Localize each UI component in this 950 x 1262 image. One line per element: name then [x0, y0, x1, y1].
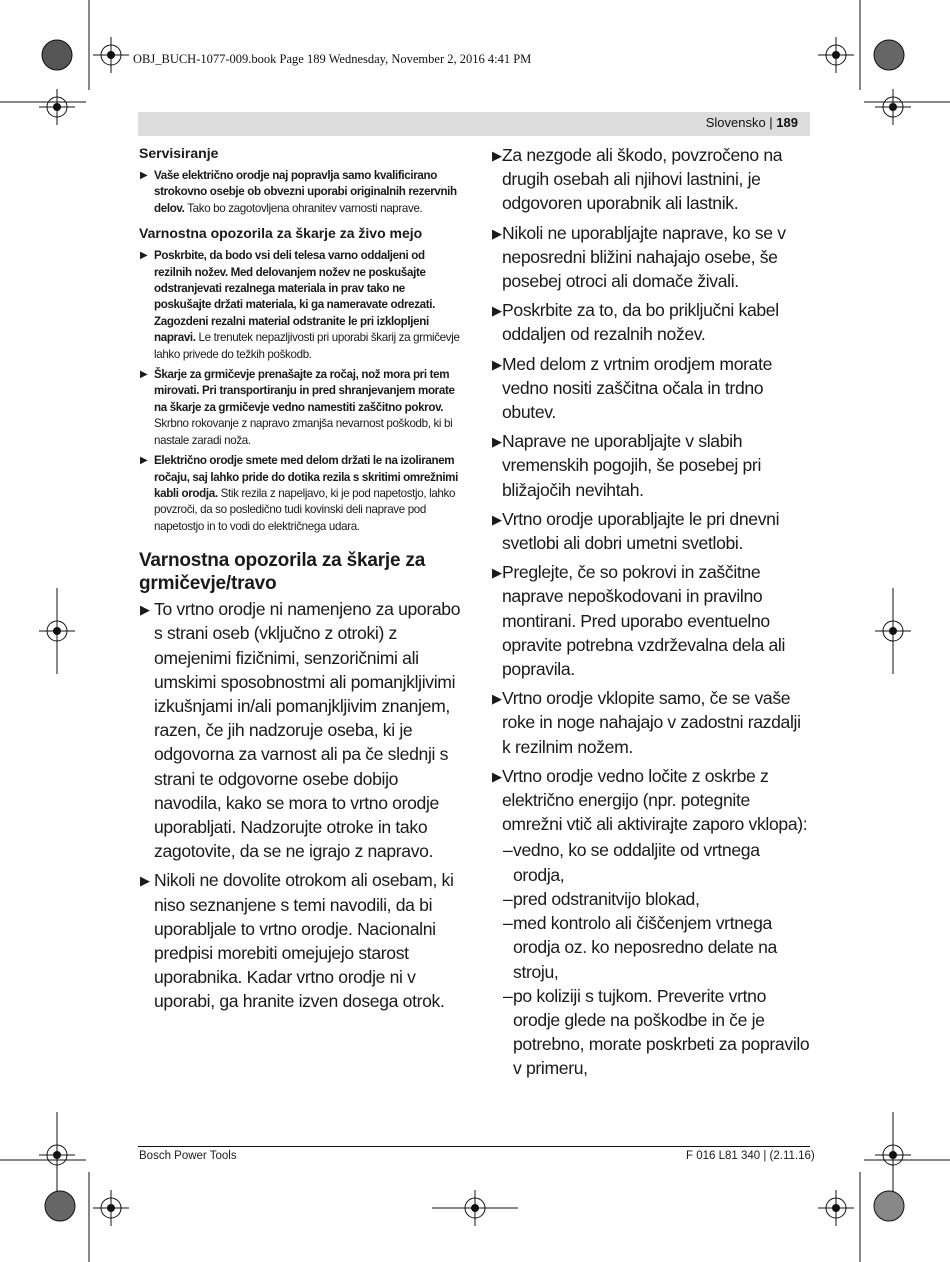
- sub-list-item: – vedno, ko se oddaljite od vrtnega orodja,: [503, 840, 760, 885]
- list-item: ▶ Poskrbite, da bodo vsi deli telesa varno oddaljeni od rezilnih nožev. Med delovanjem nožev ne poskušajte odstranjevati rezalnega materiala in prav tako ne poskušajte držati materiala, ki ga nameravate odrezati. Zagozdeni rezalni material odstranite le pri izklopljeni napravi. Le trenutek nepazljivosti pri uporabi škarij za grmičevje lahko privede do težkih poškodb.: [140, 249, 460, 361]
- list-item: ▶ Med delom z vrtnim orodjem morate vedno nositi zaščitna očala in trdno obutev.: [492, 353, 773, 423]
- book-header: OBJ_BUCH-1077-009.book Page 189 Wednesday, November 2, 2016 4:41 PM: [133, 52, 532, 66]
- bullet-arrow-icon: ▶: [140, 602, 150, 618]
- dash-icon: –: [503, 913, 513, 934]
- bullet-arrow-icon: ▶: [140, 170, 148, 181]
- sub-list: [502, 838, 813, 1080]
- list-item: ▶ Preglejte, če so pokrovi in zaščitne naprave nepoškodovani in pravilno montirani. Pred uporabo eventuelno opravite potrebna vzdrževalna dela ali popravila.: [492, 562, 786, 680]
- footer-brand: Bosch Power Tools: [139, 1150, 237, 1162]
- bullet-arrow-icon: ▶: [492, 148, 502, 163]
- bullet-arrow-icon: ▶: [492, 434, 502, 450]
- footer-code: F 016 L81 340 | (2.11.16): [686, 1150, 815, 1162]
- right-column: [491, 143, 813, 1086]
- sub-list-item: – pred odstranitvijo blokad,: [502, 887, 813, 911]
- dash-icon: –: [503, 888, 513, 909]
- list-item: ▶ Električno orodje smete med delom držati le na izoliranem ročaju, saj lahko pride do dotika rezila s skritimi omrežnimi kabli orodja. Stik rezila z napeljavo, ki je pod napetostjo, lahko povzroči, da so posledično tudi kovinski deli naprave pod napetostjo in to vodi do električnega udara.: [140, 454, 459, 533]
- bullet-arrow-icon: ▶: [492, 511, 502, 527]
- hedge-safety-title: Varnostna opozorila za škarje za živo mejo: [139, 225, 423, 242]
- bullet-arrow-icon: ▶: [492, 303, 502, 319]
- sub-list-item: – med kontrolo ali čiščenjem vrtnega orodja oz. ko neposredno delate na stroju,: [503, 913, 777, 982]
- bullet-arrow-icon: ▶: [140, 873, 150, 889]
- list-item: ▶ Nikoli ne uporabljajte naprave, ko se v neposredni bližini nahajajo osebe, še posebej otroci ali domače živali.: [492, 222, 786, 292]
- bullet-arrow-icon: ▶: [140, 250, 148, 262]
- shrub-safety-left-list: [139, 597, 464, 1013]
- dash-icon: –: [503, 840, 513, 861]
- list-item: ▶ Poskrbite za to, da bo priključni kabel oddaljen od rezalnih nožev.: [492, 300, 779, 345]
- list-item: ▶ Naprave ne uporabljajte v slabih vremenskih pogojih, še posebej pri bližajočih nevihtah.: [492, 431, 761, 500]
- bullet-arrow-icon: ▶: [140, 369, 148, 381]
- list-item: ▶ Nikoli ne dovolite otrokom ali osebam, ki niso seznanjene s temi navodili, da bi uporabljale to vrtno orodje. Nacionalni predpisi morebiti omejujejo starost uporabnika. Kadar vrtno orodje ni v uporabi, ga hranite izven dosega otrok.: [140, 870, 454, 1012]
- bullet-arrow-icon: ▶: [492, 356, 502, 372]
- list-item: ▶ Vaše električno orodje naj popravlja samo kvalificirano strokovno osebje ob obvezni uporabi originalnih rezervnih delov. Tako bo zagotovljena ohranitev varnosti naprave.: [140, 169, 457, 215]
- servicing-list: [139, 168, 464, 217]
- shrub-safety-title: Varnostna opozorila za škarje za grmičevje/travo: [139, 550, 426, 595]
- list-item: ▶ Vrtno orodje vedno ločite z oskrbe z električno energijo (npr. potegnite omrežni vtič ali aktivirajte zaporo vklopa): – vedno, ko se oddaljite od vrtnega orodja, – pred odstranitvijo blokad, – med kontrolo ali čiščenjem vrtnega orodja oz. ko neposredno delate na stroju, – po koliziji s tujkom. Preverite vrtno orodje glede na poškodbe in če je potrebno, morate poskrbeti za popravilo v primeru,: [491, 764, 813, 1081]
- servicing-title: Servisiranje: [139, 145, 219, 161]
- list-item: ▶ To vrtno orodje ni namenjeno za uporabo s strani oseb (vključno z otroki) z omejenimi fizičnimi, senzoričnimi ali umskimi sposobnostmi ali pomanjkljivimi izkušnjami in/ali pomanjkljivim znanjem, razen, če jih nadzoruje oseba, ki je odgovorna za varnost ali pa če slednji s strani te odgovorne osebe dobijo navodila, kako se mora to vrtno orodje uporabljati. Nadzorujte otroke in tako zagotovite, da se ne igrajo z napravo.: [140, 599, 461, 862]
- list-item: ▶ Za nezgode ali škodo, povzročeno na drugih osebah ali njihovi lastnini, je odgovoren uporabnik ali lastnik.: [492, 145, 783, 214]
- bullet-arrow-icon: ▶: [492, 768, 502, 784]
- hedge-safety-list: [139, 248, 464, 535]
- left-column: [139, 143, 464, 1019]
- list-item: ▶ Škarje za grmičevje prenašajte za ročaj, nož mora pri tem mirovati. Pri transportiranju in pred shranjevanjem morate na škarje za grmičevje vedno namestiti zaščitno pokrov. Skrbno rokovanje z napravo zmanjša nevarnost poškodb, ki bi nastale zaradi noža.: [140, 368, 455, 447]
- page-header: Slovensko | 189: [705, 115, 798, 130]
- bullet-arrow-icon: ▶: [492, 565, 502, 581]
- sub-list-item: – po koliziji s tujkom. Preverite vrtno orodje glede na poškodbe in če je potrebno, morate poskrbeti za popravilo v primeru,: [503, 985, 810, 1079]
- dash-icon: –: [503, 985, 513, 1006]
- page-header-bar: [138, 112, 810, 136]
- list-item: ▶ Vrtno orodje uporabljajte le pri dnevni svetlobi ali dobri umetni svetlobi.: [492, 508, 780, 554]
- footer-divider: [138, 1146, 810, 1147]
- list-item: ▶ Vrtno orodje vklopite samo, če se vaše roke in noge nahajajo v zadostni razdalji k rezilnim nožem.: [492, 688, 801, 757]
- bullet-arrow-icon: ▶: [140, 455, 148, 467]
- bullet-arrow-icon: ▶: [492, 691, 502, 707]
- shrub-safety-right-list: [491, 143, 813, 1081]
- page-number: 189: [776, 115, 798, 130]
- bullet-arrow-icon: ▶: [492, 225, 502, 241]
- header-language: Slovensko: [705, 115, 766, 130]
